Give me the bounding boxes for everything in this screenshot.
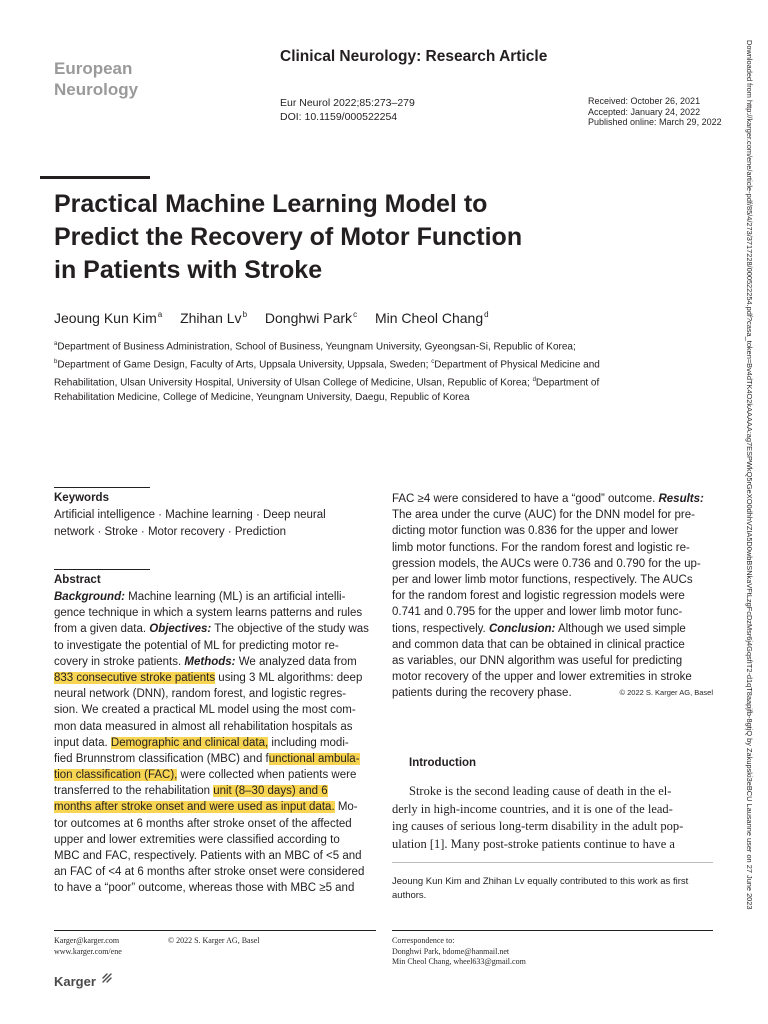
title-rule [40,176,150,179]
author[interactable]: Min Cheol Chang$^d$ [374,310,489,326]
article-title [54,188,654,287]
author[interactable]: Donghwi Park$^c$ [264,310,358,326]
abstract-right-column: FAC ≥4 were considered to have a “good” outcome. Results: The area under the curve (AUC) for the DNN model for pre- dicting motor function was 0.836 for the upper and lower limb motor functions. For the random forest and logistic re- gression models, the AUCs were 0.736 and 0.790 for the up- per and lower limb motor functions, respectively. The AUCs for the random forest and logistic regression models were 0.741 and 0.795 for the upper and lower limb motor func- tions, respectively. Conclusion: Although we used simple and common data that can be obtained in clinical practice as variables, our DNN algorithm was useful for predicting motor recovery of the upper and lower extremities in stroke patients during the recovery phase. © 2022 S. Karger AG, Basel [392,491,713,701]
footnote-rule [392,862,713,863]
highlight: months after stroke onset and were used as input data. [54,801,335,814]
correspondence [392,936,526,968]
author[interactable]: Zhihan Lv$^b$ [180,310,248,326]
highlight: tion classification (FAC), [54,769,178,782]
published-date: Published online: March 29, 2022 [588,117,722,127]
abstract-rule [54,569,150,570]
journal-logo-line2: Neurology [54,80,139,99]
title-line: Predict the Recovery of Motor Function [54,223,523,251]
equal-contribution-footnote: Jeoung Kun Kim and Zhihan Lv equally contributed to this work as first authors. [392,876,689,901]
doi-link[interactable]: DOI: 10.1159/000522254 [280,111,398,123]
abstract-heading: Abstract [54,574,101,586]
keywords-heading: Keywords [54,492,109,504]
download-watermark: Downloaded from http://karger.com/ene/article-pdf/85/4/273/3717228/000522254.pdf?casa_token=Bv4dTK4O2kAAAAA:ag7ESPWkQ5rGeXO0dhhVZIA5D0wbBSNkaVFtLzgFcDzMsr6j4GqsfIT2-d1qT8aapjfb-8gtjQ by Zakupski3eBCU Lausanne user on 27 June 2023 [745,40,754,910]
highlight: 833 consecutive stroke patients [54,671,216,684]
keywords-rule [54,487,150,488]
publication-dates [588,96,722,128]
publisher-logo-icon [101,972,113,984]
publisher-logo [54,972,113,989]
correspondence-heading: Correspondence to: [392,936,455,945]
highlight: unit (8–30 days) and 6 [213,785,328,798]
abstract-left-column: Background: Machine learning (ML) is an artificial intelli- gence technique in which a system learns patterns and rules from a given data. Objectives: The objective of the study was to investigate the potential of ML for predicting motor re- covery in stroke patients. Methods: We analyzed data from 833 consecutive stroke patients using 3 ML algorithms: deep neural network (DNN), random forest, and logistic regres- sion. We created a practical ML model using the most com- mon data measured in almost all rehabilitation hospitals as input data. Demographic and clinical data, including modi- fied Brunnstrom classification (MBC) and functional ambula- tion classification (FAC), were collected when patients were transferred to the rehabilitation unit (8–30 days) and 6 months after stroke onset and were used as input data. Mo- tor outcomes at 6 months after stroke onset of the affected upper and lower extremities were classified according to MBC and FAC, respectively. Patients with an MBC of <5 and an FAC of <4 at 6 months after stroke onset were considered to have a “poor” outcome, whereas those with MBC ≥5 and [54,591,369,895]
author[interactable]: Jeoung Kun Kim$^a$ [54,310,163,326]
results-label: Results: [658,493,704,505]
abstract-copyright: © 2022 S. Karger AG, Basel [619,688,713,698]
objectives-label: Objectives: [149,623,212,636]
footer-copyright: © 2022 S. Karger AG, Basel [168,936,260,945]
introduction-heading: Introduction [409,757,477,769]
footer-rule [54,930,376,931]
article-category: Clinical Neurology: Research Article [280,48,548,65]
affiliations: $^a$Department of Business Administration, School of Business, Yeungnam University, Gyeongsan-Si, Republic of Korea; $^b$Department of Game Design, Faculty of Arts, Uppsala University, Uppsala, Sweden; $^c$Department of Physical Medicine and Rehabilitation, Ulsan University Hospital, University of Ulsan College of Medicine, Ulsan, Republic of Korea; $^d$Department of Rehabilitation Medicine, College of Medicine, Yeungnam University, Daegu, Republic of Korea [54,341,600,404]
author-list [54,310,503,326]
title-line: in Patients with Stroke [54,256,323,284]
publisher-contact [54,936,122,957]
background-label: Background: [54,591,125,603]
accepted-date: Accepted: January 24, 2022 [588,106,701,117]
publisher-name: Karger [54,974,96,989]
highlight: unctional ambula- [268,752,360,765]
highlight: Demographic and clinical data, [110,736,269,749]
methods-label: Methods: [184,655,236,668]
citation-block [280,96,415,124]
footer-rule [392,930,713,931]
introduction-text: Stroke is the second leading cause of death in the el- derly in high-income countries, and it is one of the lead- ing causes of serious long-term disability in the adult pop- ulation [1]. Many post-stroke patients continue to have a [392,784,684,851]
publisher-website[interactable]: www.karger.com/ene [54,946,122,956]
journal-reference: Eur Neurol 2022;85:273–279 [280,97,415,109]
correspondence-author[interactable]: Donghwi Park, bdome@hanmail.net [392,946,510,956]
conclusion-label: Conclusion: [488,622,556,635]
correspondence-author[interactable]: Min Cheol Chang, wheel633@gmail.com [392,957,526,966]
journal-logo [54,58,138,100]
received-date: Received: October 26, 2021 [588,96,701,106]
journal-logo-line1: European [54,59,133,78]
keywords-text: Artificial intelligence · Machine learning · Deep neural network · Stroke · Motor recovery · Prediction [54,509,326,538]
title-line: Practical Machine Learning Model to [54,190,488,218]
publisher-email[interactable]: Karger@karger.com [54,936,120,945]
